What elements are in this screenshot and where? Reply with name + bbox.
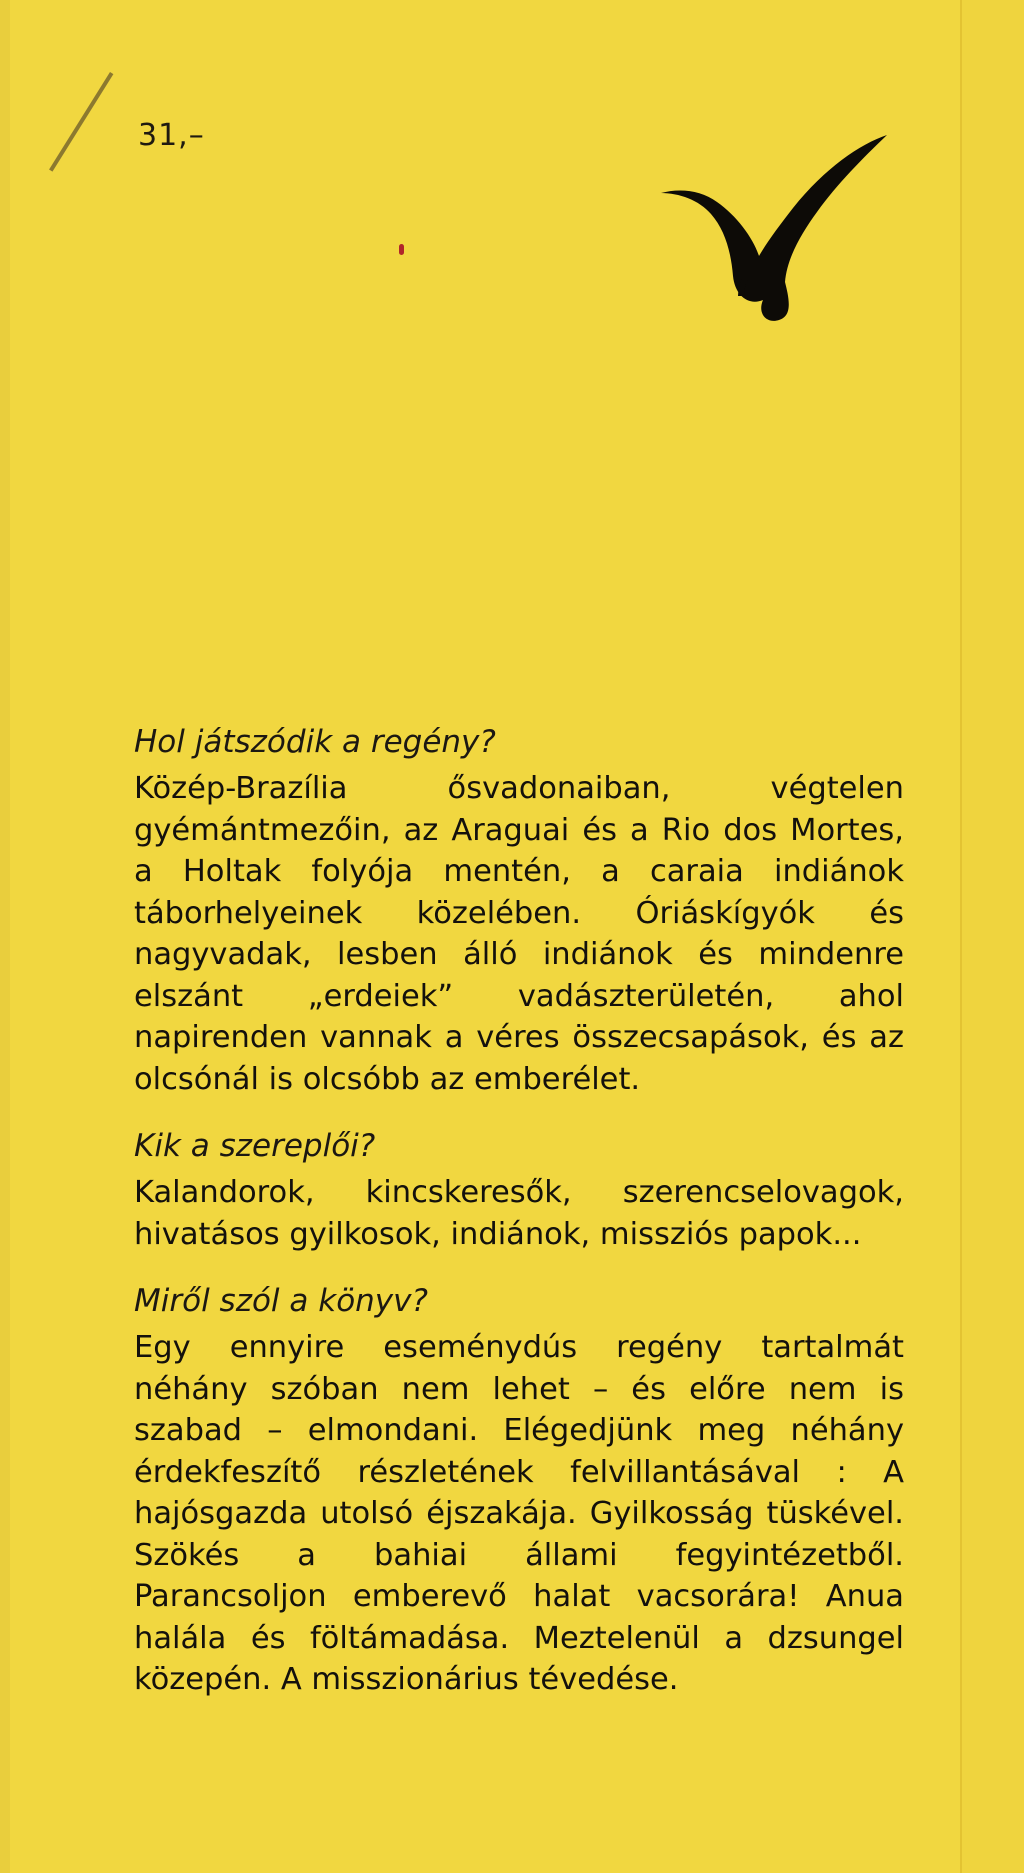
section-characters <box>134 1124 904 1255</box>
swallow-bird-icon <box>655 130 895 325</box>
section-plot <box>134 1279 904 1701</box>
section-heading: Hol játszódik a regény? <box>134 724 496 760</box>
ink-mark <box>399 244 404 255</box>
section-setting <box>134 720 904 1100</box>
section-body: Egy ennyire eseménydús regény tartalmát néhány szóban nem lehet – és előre nem is szabad – elmondani. Elégedjünk meg néhány érdekfeszítő részletének felvillantásával : A hajósgazda utolsó éjszakája. Gyilkosság tüskével. Szökés a bahiai állami fegyintézetből. Parancsoljon emberevő halat vacsorára! Anua halála és föltámadása. Meztelenül a dzsungel közepén. A misszionárius tévedése. <box>134 1330 904 1697</box>
cover-edge <box>0 0 10 1873</box>
section-heading: Miről szól a könyv? <box>134 1283 428 1319</box>
section-heading: Kik a szereplői? <box>134 1128 376 1164</box>
price-label: 31,– <box>138 118 205 153</box>
book-spine <box>960 0 1024 1873</box>
section-body: Kalandorok, kincskeresők, szerencselovagok, hivatásos gyilkosok, indiánok, missziós papok... <box>134 1175 904 1252</box>
section-body: Közép-Brazília ősvadonaiban, végtelen gyémántmezőin, az Araguai és a Rio dos Mortes, a Holtak folyója mentén, a caraia indiánok táborhelyeinek közelében. Óriáskígyók és nagyvadak, lesben álló indiánok és mindenre elszánt „erdeiek” vadászterületén, ahol napirenden vannak a véres összecsapások, és az olcsónál is olcsóbb az emberélet. <box>134 771 904 1097</box>
blurb-text <box>134 720 904 1725</box>
pencil-mark <box>49 72 113 172</box>
